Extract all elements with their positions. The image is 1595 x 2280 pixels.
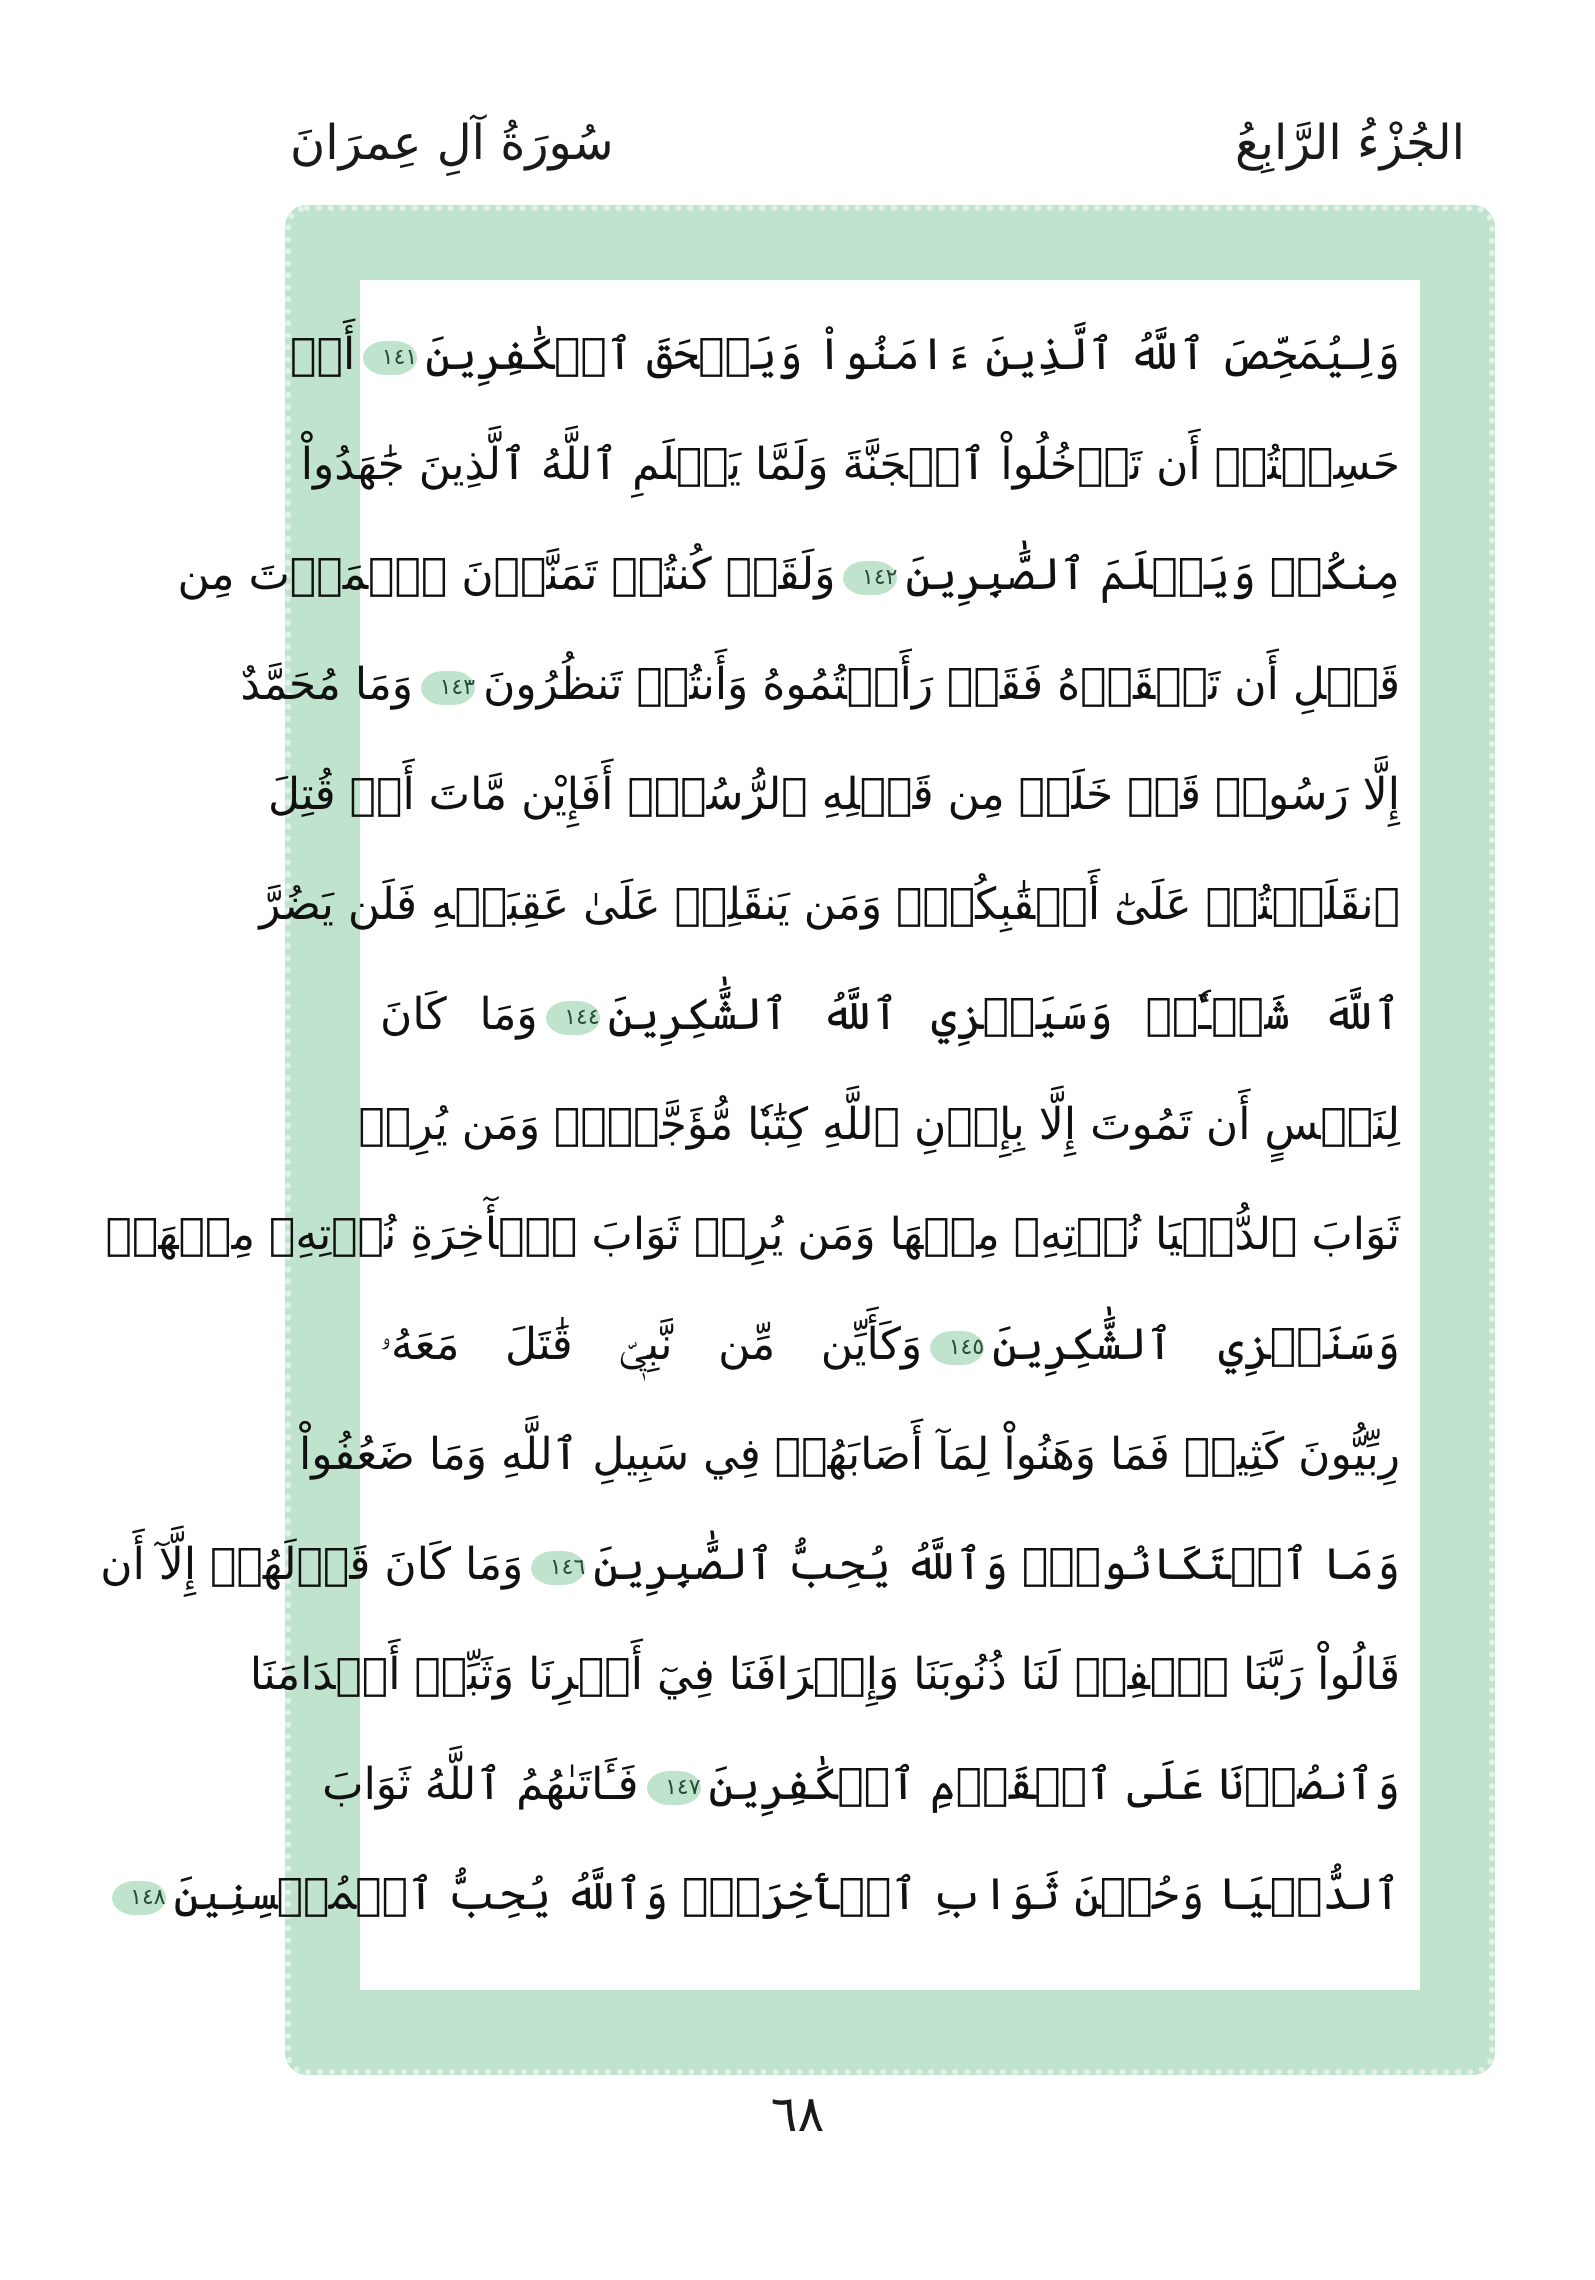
line-text: وَسَنَجۡزِي ٱلشَّٰكِرِينَ [992,1319,1400,1370]
line-text: حَسِبۡتُمۡ أَن تَدۡخُلُواْ ٱلۡجَنَّةَ وَلَمَّا يَعۡلَمِ ٱللَّهُ ٱلَّذِينَ جَٰهَدُواْ [300,439,1400,490]
verse-line [130,1840,1400,1950]
line-text: وَمَا ٱسۡتَكَانُواْۗ وَٱللَّهُ يُحِبُّ ٱلصَّٰبِرِينَ [593,1539,1400,1590]
verse-line [177,520,1400,630]
verse-line [240,630,1400,740]
line-text: ثَوَابَ ٱلدُّنۡيَا نُؤۡتِهِۦ مِنۡهَا وَمَن يُرِدۡ ثَوَابَ ٱلۡأٓخِرَةِ نُؤۡتِهِۦ مِنۡهَاۚ [105,1209,1400,1260]
line-text: وَٱنصُرۡنَا عَلَى ٱلۡقَوۡمِ ٱلۡكَٰفِرِينَ [708,1759,1400,1810]
verse-line [380,960,1400,1070]
line-text: أَمۡ [290,329,356,380]
verse-line [358,1070,1400,1180]
ayah-number-marker: ١٤١ [363,341,417,375]
verse-line [268,740,1400,850]
verse-line [380,1290,1400,1400]
ayah-number-marker: ١٤٤ [546,1001,600,1035]
line-text: وَمَا مُحَمَّدٌ [240,659,414,710]
ayah-number-marker: ١٤٣ [421,671,475,705]
verse-line [290,300,1400,410]
line-text: ٱلدُّنۡيَا وَحُسۡنَ ثَوَابِ ٱلۡأٓخِرَةِۗ وَٱللَّهُ يُحِبُّ ٱلۡمُحۡسِنِينَ [173,1869,1400,1920]
verse-line [299,1400,1400,1510]
verse-line [259,850,1400,960]
line-text: فَـَٔاتَىٰهُمُ ٱللَّهُ ثَوَابَ [322,1759,639,1810]
ayah-number-marker: ١٤٨ [112,1881,166,1915]
verse-line [105,1180,1400,1290]
line-text: رِبِّيُّونَ كَثِيرٞ فَمَا وَهَنُواْ لِمَآ أَصَابَهُمۡ فِي سَبِيلِ ٱللَّهِ وَمَا ضَعُفُواْ [299,1429,1400,1480]
page-header [290,115,1465,195]
surah-title: سُورَةُ آلِ عِمرَانَ [290,115,614,171]
juz-title: الجُزْءُ الرَّابِعُ [1235,115,1465,171]
line-text: وَكَأَيِّن مِّن نَّبِيّٖ قَٰتَلَ مَعَهُۥ [380,1319,923,1370]
line-text: ٱللَّهَ شَيۡـٔٗاۗ وَسَيَجۡزِي ٱللَّهُ ٱلشَّٰكِرِينَ [607,989,1401,1040]
line-text: وَمَا كَانَ [380,989,538,1040]
line-text: قَالُواْ رَبَّنَا ٱغۡفِرۡ لَنَا ذُنُوبَنَا وَإِسۡرَافَنَا فِيٓ أَمۡرِنَا وَثَبِّتۡ أَقۡدَامَنَا [249,1649,1400,1700]
ayah-number-marker: ١٤٧ [647,1771,701,1805]
line-text: قَبۡلِ أَن تَلۡقَوۡهُ فَقَدۡ رَأَيۡتُمُوهُ وَأَنتُمۡ تَنظُرُونَ [483,659,1400,710]
line-text: وَمَا كَانَ قَوۡلَهُمۡ إِلَّآ أَن [100,1539,524,1590]
line-text: مِنكُمۡ وَيَعۡلَمَ ٱلصَّٰبِرِينَ [905,549,1400,600]
verse-lines [100,300,1401,1950]
line-text: وَلِيُمَحِّصَ ٱللَّهُ ٱلَّذِينَ ءَامَنُواْ وَيَمۡحَقَ ٱلۡكَٰفِرِينَ [425,329,1400,380]
ayah-number-marker: ١٤٦ [531,1551,585,1585]
verse-line [322,1730,1400,1840]
line-text: إِلَّا رَسُولٞ قَدۡ خَلَتۡ مِن قَبۡلِهِ ٱلرُّسُلُۚ أَفَإِيْن مَّاتَ أَوۡ قُتِلَ [268,769,1400,820]
line-text: وَلَقَدۡ كُنتُمۡ تَمَنَّوۡنَ ٱلۡمَوۡتَ مِن [177,549,836,600]
verse-line [249,1620,1400,1730]
ayah-number-marker: ١٤٢ [843,561,897,595]
ayah-number-marker: ١٤٥ [930,1331,984,1365]
line-text: لِنَفۡسٍ أَن تَمُوتَ إِلَّا بِإِذۡنِ ٱللَّهِ كِتَٰبٗا مُّؤَجَّلٗاۗ وَمَن يُرِدۡ [358,1099,1400,1150]
verse-line [300,410,1400,520]
page-number: ٦٨ [770,2085,825,2143]
line-text: ٱنقَلَبۡتُمۡ عَلَىٰٓ أَعۡقَٰبِكُمۡۚ وَمَن يَنقَلِبۡ عَلَىٰ عَقِبَيۡهِ فَلَن يَضُرَّ [259,879,1400,930]
verse-line [100,1510,1400,1620]
